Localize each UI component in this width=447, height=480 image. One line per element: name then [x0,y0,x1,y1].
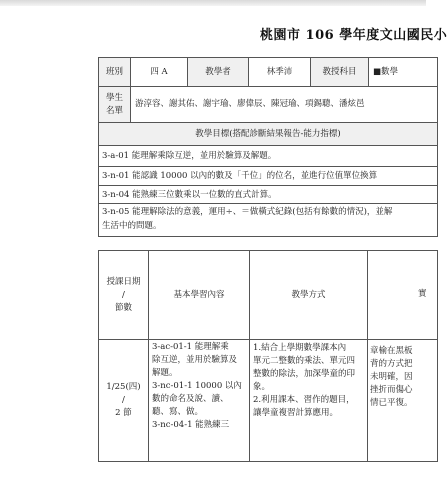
subject-label: 教授科目 [322,66,357,77]
lesson-method: 1.結合上學期數學課本內 單元二整數的乘法、單元四 整數的除法，加深學童的印 象。 2.利用課本、習作的題目， 讓學童複習計算應用。 [253,343,356,418]
students-label: 學生 名單 [105,92,123,116]
top-edge-shade [0,0,426,6]
extra-header: 實 [418,289,427,299]
method-header: 教學方式 [291,289,326,300]
goals-title: 教學目標(搭配診斷結果報告-能力指標) [195,128,341,139]
class-value: 四 A [150,66,168,77]
goal-item: 3-n-04 能熟練三位數乘以一位數的直式計算。 [102,190,277,200]
lesson-extra: 章榆在黑板 背的方式把 未明確，因 挫折而傷心 情已平復。 [370,346,413,408]
students-list: 游淳容、謝其佑、謝宇瑜、廖偉辰、陳冠瑜、項錫聰、潘炫邑 [135,99,365,109]
content-header: 基本學習內容 [173,289,225,300]
goal-item: 3-a-01 能理解乘除互逆，並用於驗算及解題。 [102,151,277,161]
goal-item: 3-n-01 能認識 10000 以內的數及「千位」的位名，並進行位值單位換算 [102,171,378,181]
goal-item: 3-n-05 能理解除法的意義，運用÷、＝做橫式紀錄(包括有餘數的情況)，並解 [102,207,393,217]
document-title: 桃園市 106 學年度文山國民小 [260,28,447,43]
teacher-value: 林季沛 [266,66,293,77]
lesson-date: 1/25(四) / 2 節 [106,382,141,418]
class-label: 班別 [105,66,123,77]
lesson-content: 3-ac-01-1 能理解乘 除互逆，並用於驗算及 解題。 3-nc-01-1 10000 以內 數的命名及說、讀、 聽、寫、做。 3-nc-04-1 能熟練三 [152,342,242,430]
goal-item: 生活中的問題。 [102,221,162,231]
teacher-label: 教學者 [205,66,231,77]
date-header: 授課日期 / 節數 [106,276,141,313]
subject-value: ■數學 [373,66,399,77]
